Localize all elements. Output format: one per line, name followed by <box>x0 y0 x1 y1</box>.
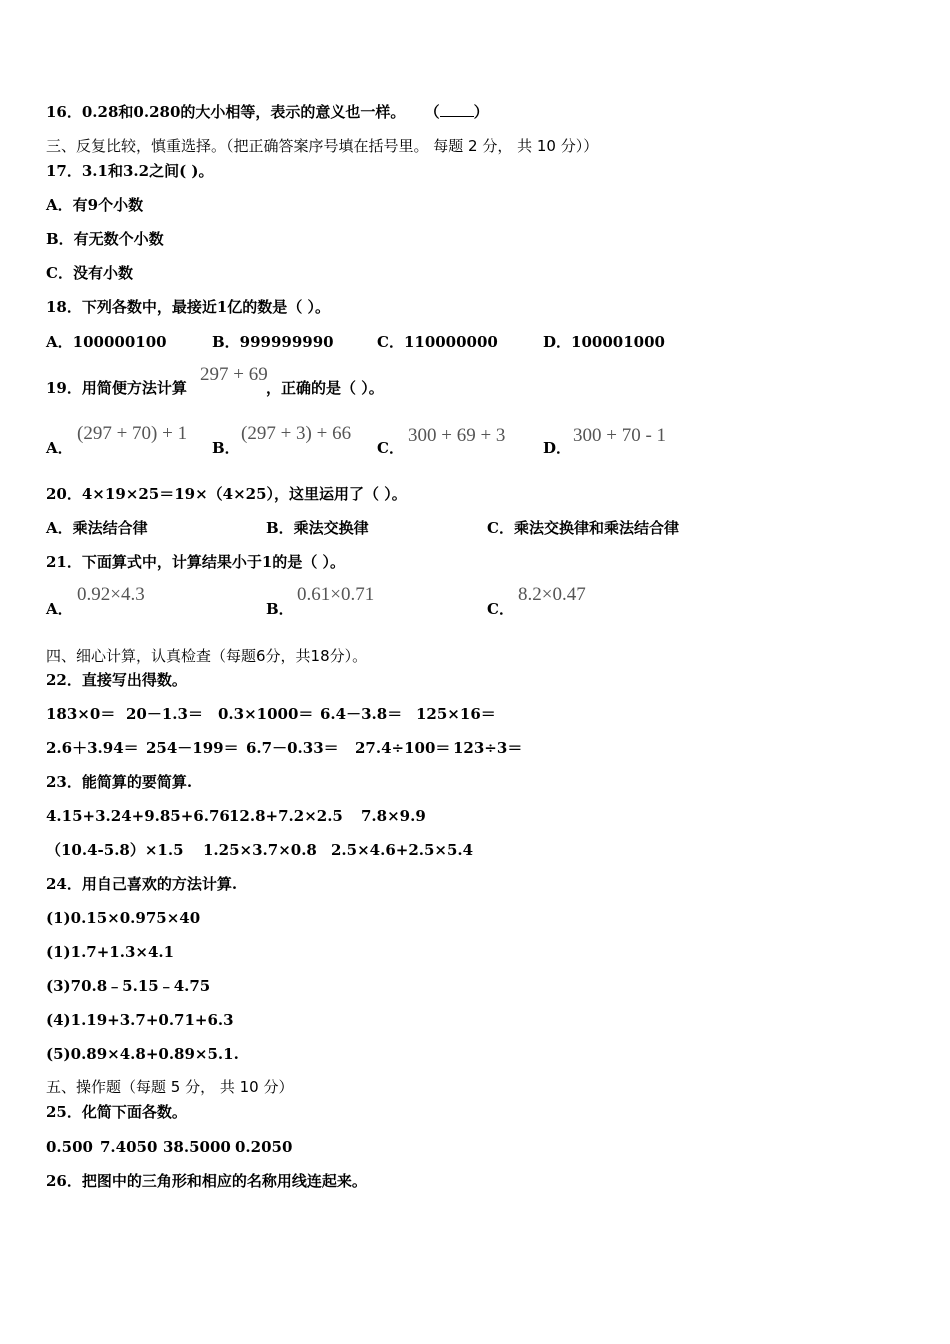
question-16 <box>46 102 489 122</box>
section-5-title: 五、操作题（每题 5 分， 共 10 分） <box>46 1078 294 1096</box>
question-19-option-b-label: B． <box>212 439 240 457</box>
question-23-text: 23．能简算的要简算. <box>46 773 193 791</box>
q23-item: 1.25×3.7×0.8 <box>203 841 317 859</box>
q22-item: 2.6＋3.94＝ <box>46 739 139 757</box>
question-20-option-b: B．乘法交换律 <box>266 519 369 537</box>
question-17-option-c: C．没有小数 <box>46 264 133 282</box>
q22-item: 123÷3＝ <box>453 739 523 757</box>
question-19-option-d-expr: 300 + 70 - 1 <box>573 425 667 446</box>
q25-value: 0.500 <box>46 1138 93 1156</box>
q22-item: 6.7－0.33＝ <box>246 739 339 757</box>
answer-paren-open: （ <box>424 103 440 121</box>
question-19-suffix: ，正确的是（ ）。 <box>266 379 384 397</box>
question-18-option-a: A．100000100 <box>46 333 167 351</box>
q22-item: 20－1.3＝ <box>126 705 203 723</box>
question-18-option-b: B．999999990 <box>212 333 334 351</box>
question-21-option-a-label: A． <box>46 600 73 618</box>
q23-item: 7.8×9.9 <box>361 807 426 825</box>
question-18-text: 18．下列各数中，最接近1亿的数是（ ）。 <box>46 298 331 316</box>
q22-item: 125×16＝ <box>416 705 496 723</box>
question-19-option-d-label: D． <box>543 439 572 457</box>
q24-item: (5)0.89×4.8+0.89×5.1. <box>46 1045 239 1063</box>
question-21-text: 21．下面算式中，计算结果小于1的是（ ）。 <box>46 553 346 571</box>
answer-paren-close: ） <box>473 103 489 121</box>
question-21-option-c-label: C． <box>487 600 514 618</box>
q23-item: （10.4-5.8）×1.5 <box>46 841 184 859</box>
q23-item: 12.8+7.2×2.5 <box>229 807 343 825</box>
q25-value: 7.4050 <box>100 1138 158 1156</box>
question-18-option-c: C．110000000 <box>377 333 498 351</box>
q24-item: (1)1.7+1.3×4.1 <box>46 943 175 961</box>
q24-item: (3)70.8﹣5.15﹣4.75 <box>46 977 211 995</box>
question-19-option-b-expr: (297 + 3) + 66 <box>241 423 352 444</box>
section-3-title: 三、反复比较，慎重选择。（把正确答案序号填在括号里。 每题 2 分， 共 10 分）） <box>46 137 599 155</box>
question-19-option-c-expr: 300 + 69 + 3 <box>408 425 506 446</box>
question-19-option-a-label: A． <box>46 439 73 457</box>
question-20-option-a: A．乘法结合律 <box>46 519 148 537</box>
q22-item: 27.4÷100＝ <box>355 739 451 757</box>
section-4-title: 四、细心计算，认真检查（每题6分，共18分）。 <box>46 647 368 665</box>
q22-item: 183×0＝ <box>46 705 116 723</box>
question-17-text: 17．3.1和3.2之间( )。 <box>46 162 214 180</box>
q24-item: (1)0.15×0.975×40 <box>46 909 201 927</box>
question-19-prefix: 19．用简便方法计算 <box>46 379 187 397</box>
q25-value: 0.2050 <box>235 1138 293 1156</box>
question-20-option-c: C．乘法交换律和乘法结合律 <box>487 519 679 537</box>
question-26-text: 26．把图中的三角形和相应的名称用线连起来。 <box>46 1172 367 1190</box>
q23-item: 2.5×4.6+2.5×5.4 <box>331 841 474 859</box>
question-25-text: 25．化简下面各数。 <box>46 1103 187 1121</box>
question-21-option-b-label: B． <box>266 600 294 618</box>
question-21-option-a-expr: 0.92×4.3 <box>77 584 145 605</box>
q23-item: 4.15+3.24+9.85+6.76 <box>46 807 230 825</box>
question-20-text: 20．4×19×25＝19×（4×25），这里运用了（ ）。 <box>46 485 407 503</box>
question-19-option-c-label: C． <box>377 439 404 457</box>
question-17-option-b: B．有无数个小数 <box>46 230 164 248</box>
question-22-text: 22．直接写出得数。 <box>46 671 187 689</box>
question-19-option-a-expr: (297 + 70) + 1 <box>77 423 188 444</box>
q22-item: 254－199＝ <box>146 739 239 757</box>
q25-value: 38.5000 <box>163 1138 231 1156</box>
q22-item: 6.4－3.8＝ <box>320 705 403 723</box>
question-16-text: 16．0.28和0.280的大小相等，表示的意义也一样。 <box>46 103 406 121</box>
question-24-text: 24．用自己喜欢的方法计算. <box>46 875 238 893</box>
question-17-option-a: A．有9个小数 <box>46 196 144 214</box>
question-18-option-d: D．100001000 <box>543 333 665 351</box>
q22-item: 0.3×1000＝ <box>218 705 314 723</box>
question-19-expression: 297 + 69 <box>200 364 268 385</box>
question-21-option-c-expr: 8.2×0.47 <box>518 584 586 605</box>
answer-blank[interactable] <box>440 102 474 117</box>
question-21-option-b-expr: 0.61×0.71 <box>297 584 375 605</box>
q24-item: (4)1.19+3.7+0.71+6.3 <box>46 1011 234 1029</box>
